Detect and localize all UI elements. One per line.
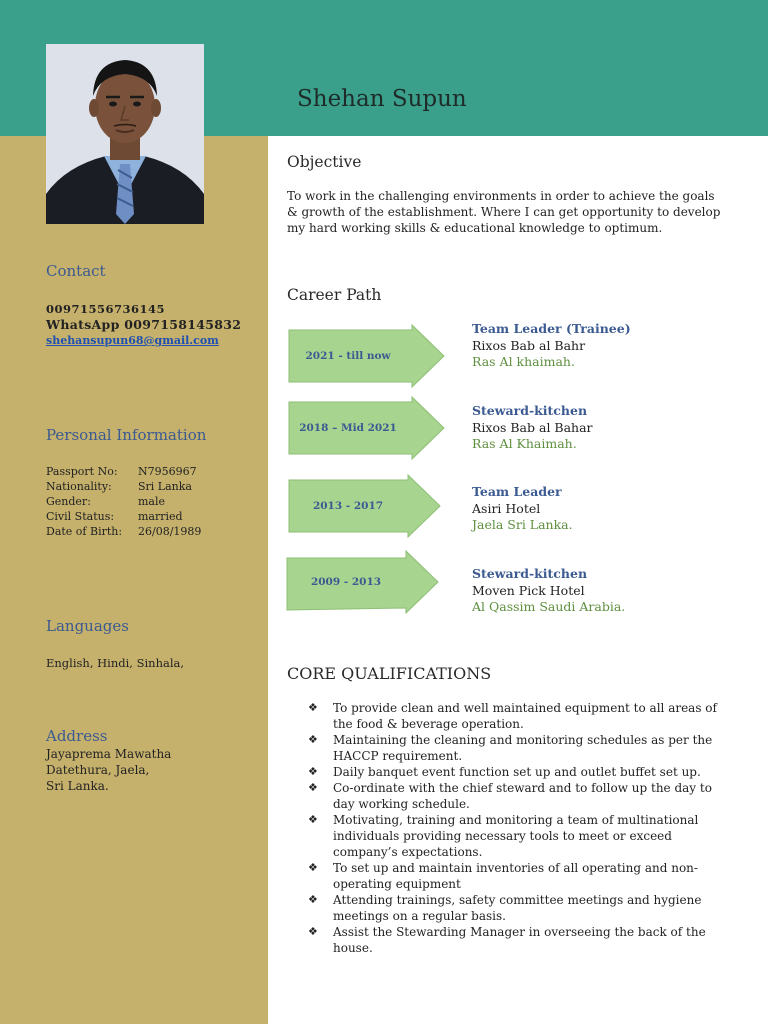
career-job (472, 566, 625, 616)
qualifications-list (308, 700, 726, 956)
personal-info-heading: Personal Information (46, 426, 207, 444)
career-arrow (286, 550, 440, 614)
sidebar (0, 136, 268, 1024)
phone-number: 00971556736145 (46, 302, 166, 316)
objective-text: To work in the challenging environments in order to achieve the goals & growth of the establishment. Where I can get opportunity to develop my hard working skills & educational knowledge to optimum. (287, 189, 721, 235)
job-company: Asiri Hotel (472, 500, 541, 516)
career-heading: Career Path (287, 286, 382, 304)
career-period: 2018 – Mid 2021 (299, 422, 397, 434)
list-item (308, 860, 726, 892)
pi-row-gender (46, 494, 201, 509)
pi-label: Nationality: (46, 480, 112, 493)
languages-text: English, Hindi, Sinhala, (46, 656, 185, 670)
job-title: Team Leader (Trainee) (472, 321, 631, 336)
contact-block (46, 301, 241, 349)
diamond-bullet-icon: ❖ (308, 813, 318, 826)
list-item (308, 780, 726, 812)
career-job (472, 484, 573, 534)
career-arrow (288, 324, 446, 388)
career-period: 2013 - 2017 (312, 500, 384, 512)
address-line: Datethura, Jaela, (46, 763, 150, 777)
qualification-text: To set up and maintain inventories of all operating and non-operating equipment (333, 861, 698, 891)
list-item (308, 812, 726, 860)
job-company: Moven Pick Hotel (472, 582, 585, 598)
contact-heading: Contact (46, 262, 106, 280)
career-job (472, 321, 631, 371)
pi-label: Date of Birth: (46, 525, 123, 538)
career-period: 2009 - 2013 (310, 576, 382, 588)
list-item (308, 924, 726, 956)
job-company: Rixos Bab al Bahr (472, 337, 586, 353)
job-title: Steward-kitchen (472, 403, 588, 418)
whatsapp-number: WhatsApp 0097158145832 (46, 317, 242, 332)
qualification-text: Daily banquet event function set up and outlet buffet set up. (333, 765, 701, 779)
address-block (46, 746, 171, 794)
qualification-text: Assist the Stewarding Manager in overseeing the back of the house. (333, 925, 706, 955)
diamond-bullet-icon: ❖ (308, 781, 318, 794)
list-item (308, 700, 726, 732)
address-heading: Address (46, 727, 108, 745)
list-item (308, 732, 726, 764)
pi-row-civil-status (46, 509, 201, 524)
job-location: Jaela Sri Lanka. (472, 517, 573, 532)
email-link[interactable]: shehansupun68@gmail.com (46, 334, 219, 347)
qualifications-heading: CORE QUALIFICATIONS (287, 664, 492, 683)
diamond-bullet-icon: ❖ (308, 733, 318, 746)
address-line: Jayaprema Mawatha (46, 747, 172, 761)
career-job (472, 403, 593, 453)
pi-value: N7956967 (138, 465, 197, 478)
job-title: Steward-kitchen (472, 566, 588, 581)
qualification-text: To provide clean and well maintained equipment to all areas of the food & beverage operation. (333, 701, 717, 731)
diamond-bullet-icon: ❖ (308, 925, 318, 938)
career-period: 2021 - till now (305, 350, 391, 362)
job-location: Ras Al Khaimah. (472, 436, 577, 451)
qualification-text: Motivating, training and monitoring a team of multinational individuals providing necessary tools to meet or exceed company’s expectations. (333, 813, 699, 859)
job-title: Team Leader (472, 484, 562, 499)
languages-heading: Languages (46, 617, 129, 635)
pi-row-nationality (46, 479, 201, 494)
diamond-bullet-icon: ❖ (308, 861, 318, 874)
pi-value: 26/08/1989 (138, 525, 202, 538)
pi-label: Gender: (46, 495, 91, 508)
qualification-text: Attending trainings, safety committee meetings and hygiene meetings on a regular basis. (333, 893, 702, 923)
list-item (308, 764, 726, 780)
list-item (308, 892, 726, 924)
career-arrow (288, 474, 442, 538)
address-line: Sri Lanka. (46, 779, 109, 793)
portrait-illustration (46, 44, 204, 224)
candidate-name: Shehan Supun (297, 86, 467, 112)
pi-row-dob (46, 524, 201, 539)
diamond-bullet-icon: ❖ (308, 701, 318, 714)
pi-value: Sri Lanka (138, 480, 192, 493)
pi-row-passport (46, 464, 201, 479)
pi-value: married (138, 510, 183, 523)
personal-info-table (46, 464, 201, 539)
pi-label: Civil Status: (46, 510, 115, 523)
job-company: Rixos Bab al Bahar (472, 419, 593, 435)
job-location: Ras Al khaimah. (472, 354, 575, 369)
pi-value: male (138, 495, 166, 508)
qualification-text: Maintaining the cleaning and monitoring schedules as per the HACCP requirement. (333, 733, 713, 763)
objective-heading: Objective (287, 153, 362, 171)
job-location: Al Qassim Saudi Arabia. (472, 599, 626, 614)
qualification-text: Co-ordinate with the chief steward and to follow up the day to day working schedule. (333, 781, 712, 811)
career-arrow (288, 396, 446, 460)
pi-label: Passport No: (46, 465, 118, 478)
diamond-bullet-icon: ❖ (308, 893, 318, 906)
profile-photo (46, 44, 204, 224)
diamond-bullet-icon: ❖ (308, 765, 318, 778)
